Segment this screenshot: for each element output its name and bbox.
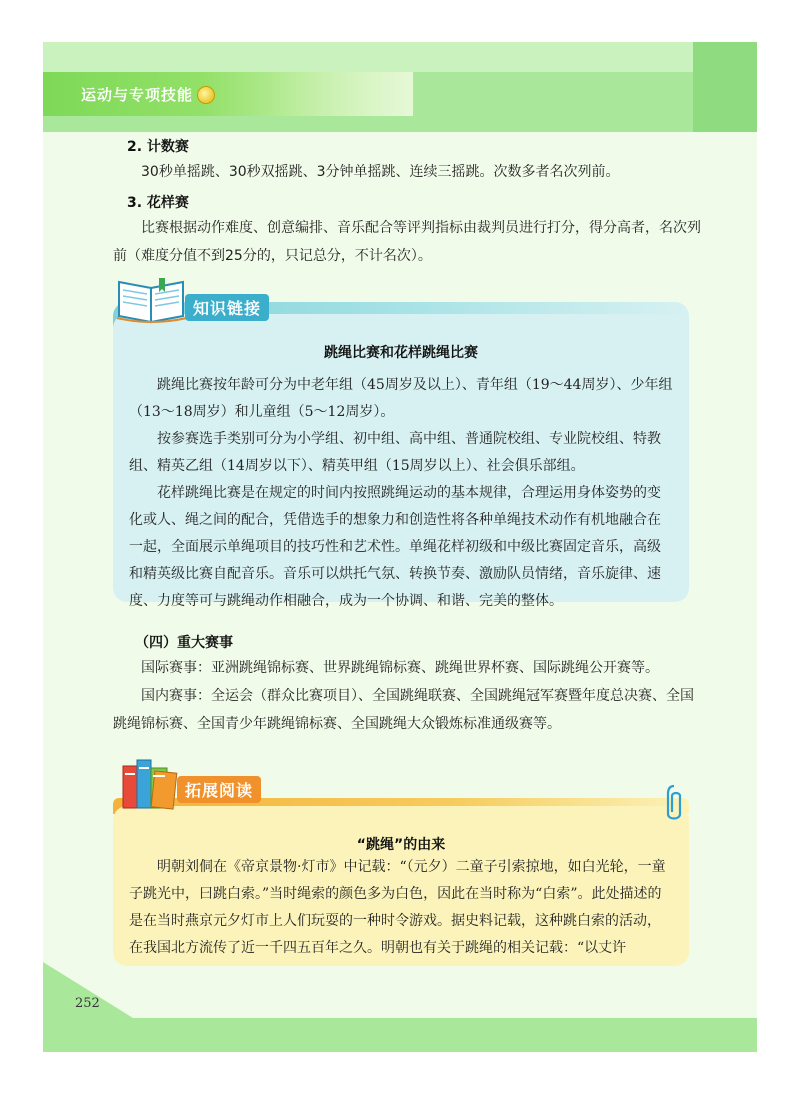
reading-label: 拓展阅读 [177, 776, 261, 803]
chapter-badge-icon [197, 86, 215, 104]
events-domestic: 国内赛事：全运会（群众比赛项目）、全国跳绳联赛、全国跳绳冠军赛暨年度总决赛、全国跳绳锦标赛、全国青少年跳绳锦标赛、全国跳绳大众锻炼标准通级赛等。 [113, 688, 694, 732]
paperclip-icon [665, 784, 683, 824]
events-international: 国际赛事：亚洲跳绳锦标赛、世界跳绳锦标赛、跳绳世界杯赛、国际跳绳公开赛等。 [141, 660, 659, 676]
knowledge-label: 知识链接 [185, 294, 269, 321]
reading-heading: “跳绳”的由来 [356, 837, 446, 853]
reading-paragraph: 明朝刘侗在《帝京景物·灯市》中记载：“（元夕）二童子引索掠地，如白光轮，一童子跳光中，曰跳白索。”当时绳索的颜色多为白色，因此在当时称为“白索”。此处描述的是在当时燕京元夕灯市上人们玩耍的一种时令游戏。据史料记载，这种跳白索的活动，在我国北方流传了近一千四五百年之久。明朝也有关于跳绳的相关记载：“以丈许 [129, 859, 666, 956]
knowledge-paragraph-3: 花样跳绳比赛是在规定的时间内按照跳绳运动的基本规律，合理运用身体姿势的变化或人、绳之间的配合，凭借选手的想象力和创造性将各种单绳技术动作有机地融合在一起，全面展示单绳项目的技巧性和艺术性。单绳花样初级和中级比赛固定音乐，高级和精英级比赛自配音乐。音乐可以烘托气氛、转换节奏、激励队员情绪，音乐旋律、速度、力度等可与跳绳动作相融合，成为一个协调、和谐、完美的整体。 [129, 485, 661, 609]
footer-band [43, 1018, 757, 1052]
section-text-count: 30秒单摇跳、30秒双摇跳、3分钟单摇跳、连续三摇跳。次数多者名次列前。 [141, 164, 620, 180]
chapter-title: 运动与专项技能 [81, 86, 194, 104]
books-icon [119, 756, 179, 810]
textbook-page [43, 42, 757, 1052]
section-text-fancy: 比赛根据动作难度、创意编排、音乐配合等评判指标由裁判员进行打分，得分高者，名次列前（难度分值不到25分的，只记总分，不计名次）。 [113, 220, 701, 264]
events-heading: （四）重大赛事 [135, 635, 233, 651]
knowledge-paragraph-2: 按参赛选手类别可分为小学组、初中组、高中组、普通院校组、专业院校组、特教组、精英乙组（14周岁以下）、精英甲组（15周岁以上）、社会俱乐部组。 [129, 431, 661, 474]
open-book-icon [113, 274, 191, 324]
knowledge-heading: 跳绳比赛和花样跳绳比赛 [324, 345, 478, 361]
section-heading-fancy: 3. 花样赛 [127, 195, 189, 211]
page-number: 252 [75, 996, 100, 1011]
header-corner-block [693, 42, 757, 132]
header-light-strip [43, 42, 757, 72]
knowledge-paragraph-1: 跳绳比赛按年龄可分为中老年组（45周岁及以上）、青年组（19～44周岁）、少年组（13～18周岁）和儿童组（5～12周岁）。 [129, 377, 673, 420]
section-heading-count: 2. 计数赛 [127, 139, 189, 155]
